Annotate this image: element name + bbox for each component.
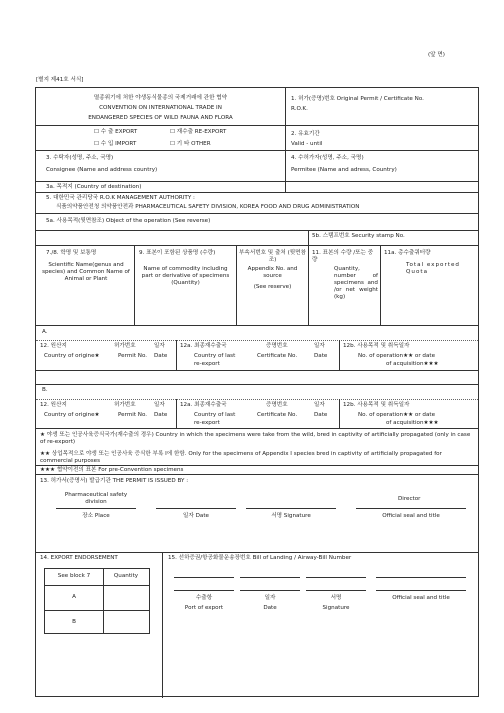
issued-by-seal: Official seal and title bbox=[382, 513, 440, 519]
a-purpose-header: 12b. 사용목적 및 취득일자 bbox=[343, 343, 410, 349]
endorsement-table bbox=[44, 568, 150, 634]
convention-title-en-1: CONVENTION ON INTERNATIONAL TRADE IN bbox=[99, 105, 222, 111]
col9-desc: Name of commodity including part or derivative of specimens (Quantity) bbox=[141, 266, 230, 286]
bill-sig-ko: 서명 bbox=[330, 595, 342, 601]
col11-desc: Quantity, number of specimens and /or net weight (kg) bbox=[334, 266, 378, 300]
a-origin-header: 12. 원산지 bbox=[40, 343, 67, 349]
destination-label: 3a. 목적지 (Country of destination) bbox=[46, 184, 142, 190]
checkbox-export[interactable]: ☐ 수 출 EXPORT bbox=[94, 129, 138, 135]
a-date2-header: 일자 bbox=[314, 343, 325, 349]
b-country-last: Country of last bbox=[194, 412, 236, 418]
permittee-label: 4. 수허가자(성명, 주소, 국명) bbox=[291, 155, 364, 161]
b-no-operation: No. of operation★★ or date bbox=[358, 412, 436, 418]
a-reexport: re-export bbox=[194, 361, 220, 367]
b-acquisition: of acquisition★★★ bbox=[386, 420, 439, 426]
b-permit-no: Permit No. bbox=[118, 412, 148, 418]
endorsement-row-a: A bbox=[72, 594, 76, 600]
page-side-label: (앞 면) bbox=[428, 52, 445, 58]
b-origin-header: 12. 원산지 bbox=[40, 402, 67, 408]
purpose-label: 5a. 사용목적(뒷면참조) Object of the operation (See reverse) bbox=[46, 218, 211, 224]
checkbox-other[interactable]: ☐ 기 타 OTHER bbox=[170, 141, 211, 147]
b-permit-header: 허가번호 bbox=[114, 402, 136, 408]
b-cert-header: 증명번호 bbox=[266, 402, 288, 408]
b-reexport-header: 12a. 최종재수출국 bbox=[180, 402, 227, 408]
validity-value: Valid - until bbox=[291, 141, 323, 147]
consignee-label-en: Consignee (Name and address country) bbox=[46, 167, 158, 173]
other-label: 기 타 OTHER bbox=[176, 141, 211, 147]
permit-no-country: R.O.K. bbox=[291, 106, 308, 112]
form-number: [별지 제41호 서식] bbox=[36, 77, 84, 83]
issued-by-signature: 서명 Signature bbox=[271, 513, 311, 519]
footnote-1: ★ 야생 또는 인공사육증식국가(재수출의 경우) Country in which the specimens were take from the wild, bred in captivity of artificially propagated (only in case of re-export) bbox=[40, 432, 471, 445]
checkbox-reexport[interactable]: ☐ 재수출 RE-EXPORT bbox=[170, 129, 227, 135]
endorsement-row-b: B bbox=[72, 619, 76, 625]
convention-title-ko: 멸종위기에 처한 야생동식물종의 국제거래에 관한 협약 bbox=[93, 95, 228, 101]
bill-sig-en: Signature bbox=[322, 605, 350, 611]
export-label: 수 출 EXPORT bbox=[100, 129, 138, 135]
permittee-label-en: Permitee (Name and adress, Country) bbox=[291, 167, 397, 173]
a-permit-header: 허가번호 bbox=[114, 343, 136, 349]
issued-by-label: 13. 허가서(증명서) 발급기관 THE PERMIT IS ISSUED BY : bbox=[40, 478, 189, 484]
a-permit-no: Permit No. bbox=[118, 353, 148, 359]
b-date2: Date bbox=[314, 412, 328, 418]
col11-title: 11. 표본의 수량 /또는 중량 bbox=[312, 250, 374, 263]
bill-seal: Official seal and title bbox=[392, 595, 450, 601]
b-country-origin: Country of origine★ bbox=[44, 412, 100, 418]
issued-by-director: Director bbox=[398, 496, 421, 502]
section-a-label: A. bbox=[42, 329, 48, 335]
authority-name: 식품의약품안전청 의약품안전과 PHARMACEUTICAL SAFETY DIVISION, KOREA FOOD AND DRUG ADMINISTRATION bbox=[56, 204, 360, 210]
col10-note: (See reserve) bbox=[253, 284, 292, 290]
validity-label: 2. 유효기간 bbox=[291, 131, 320, 137]
a-country-last: Country of last bbox=[194, 353, 236, 359]
b-date-header: 일자 bbox=[154, 402, 165, 408]
checkbox-import[interactable]: ☐ 수 입 IMPORT bbox=[94, 141, 137, 147]
col10-title: 부속서번호 및 출처 (뒷면참조) bbox=[239, 250, 306, 263]
issued-by-place: 장소 Place bbox=[82, 513, 110, 519]
endorsement-label: 14. EXPORT ENDORSEMENT bbox=[40, 555, 118, 561]
col10-desc: Appendix No. and source bbox=[247, 266, 298, 279]
b-cert-no: Certificate No. bbox=[257, 412, 298, 418]
footnote-2: ★★ 상업목적으로 야생 또는 인공사육 증식한 부록 I에 한함. Only for the specimens of Appendix I species bred in captivity of artificially propagated for commercial purposes bbox=[40, 451, 442, 464]
bill-date-ko: 일자 bbox=[264, 595, 276, 601]
col11a-title: 11a. 총수출쿼터량 bbox=[384, 250, 431, 256]
b-reexport: re-export bbox=[194, 420, 220, 426]
a-no-operation: No. of operation★★ or date bbox=[358, 353, 436, 359]
a-acquisition: of acquisition★★★ bbox=[386, 361, 439, 367]
stamp-label: 5b. 스탬프번호 Security stamp No. bbox=[312, 233, 405, 239]
convention-title-en-2: ENDANGERED SPECIES OF WILD FAUNA AND FLORA bbox=[88, 115, 233, 121]
a-reexport-header: 12a. 최종재수출국 bbox=[180, 343, 227, 349]
footnote-3: ★★★ 협약이전의 표본 For pre-Convention specimens bbox=[40, 467, 184, 473]
bill-date-en: Date bbox=[263, 605, 277, 611]
b-purpose-header: 12b. 사용목적 및 취득일자 bbox=[343, 402, 410, 408]
a-cert-no: Certificate No. bbox=[257, 353, 298, 359]
permit-no-label: 1. 허가(증명)번호 Original Permit / Certificate No. bbox=[291, 96, 424, 102]
a-country-origin: Country of origine★ bbox=[44, 353, 100, 359]
a-cert-header: 증명번호 bbox=[266, 343, 288, 349]
a-date: Date bbox=[154, 353, 168, 359]
col9-title: 9. 표본이 포함된 상품명 (수량) bbox=[139, 250, 216, 256]
authority-label: 5. 대한민국 관리당국 R.O.K MANAGEMENT AUTHORITY : bbox=[46, 195, 195, 201]
col7-title: 7./8. 학명 및 보통명 bbox=[46, 250, 97, 256]
endorsement-col-quantity: Quantity bbox=[113, 573, 139, 579]
bill-port-ko: 수출항 bbox=[195, 595, 213, 601]
b-date2-header: 일자 bbox=[314, 402, 325, 408]
a-date-header: 일자 bbox=[154, 343, 165, 349]
col7-desc: Scientific Name(genus and species) and Common Name of Animal or Plant bbox=[42, 262, 130, 282]
import-label: 수 입 IMPORT bbox=[100, 141, 137, 147]
reexport-label: 재수출 RE-EXPORT bbox=[176, 129, 227, 135]
bill-label: 15. 선하증권/항공화물운송장번호 Bill of Landing / Airway-Bill Number bbox=[168, 555, 352, 561]
issued-by-date: 일자 Date bbox=[183, 513, 209, 519]
cites-permit-form bbox=[35, 87, 479, 697]
b-date: Date bbox=[154, 412, 168, 418]
section-b-label: B. bbox=[42, 387, 48, 393]
col11a-desc: Total exported Quota bbox=[406, 262, 460, 275]
endorsement-col-block: See block 7 bbox=[57, 573, 91, 579]
issued-by-org: Pharmaceutical safety division bbox=[64, 492, 128, 505]
bill-port-en: Port of export bbox=[184, 605, 224, 611]
a-date2: Date bbox=[314, 353, 328, 359]
consignee-label: 3. 수탁자(성명, 주소, 국명) bbox=[46, 155, 114, 161]
